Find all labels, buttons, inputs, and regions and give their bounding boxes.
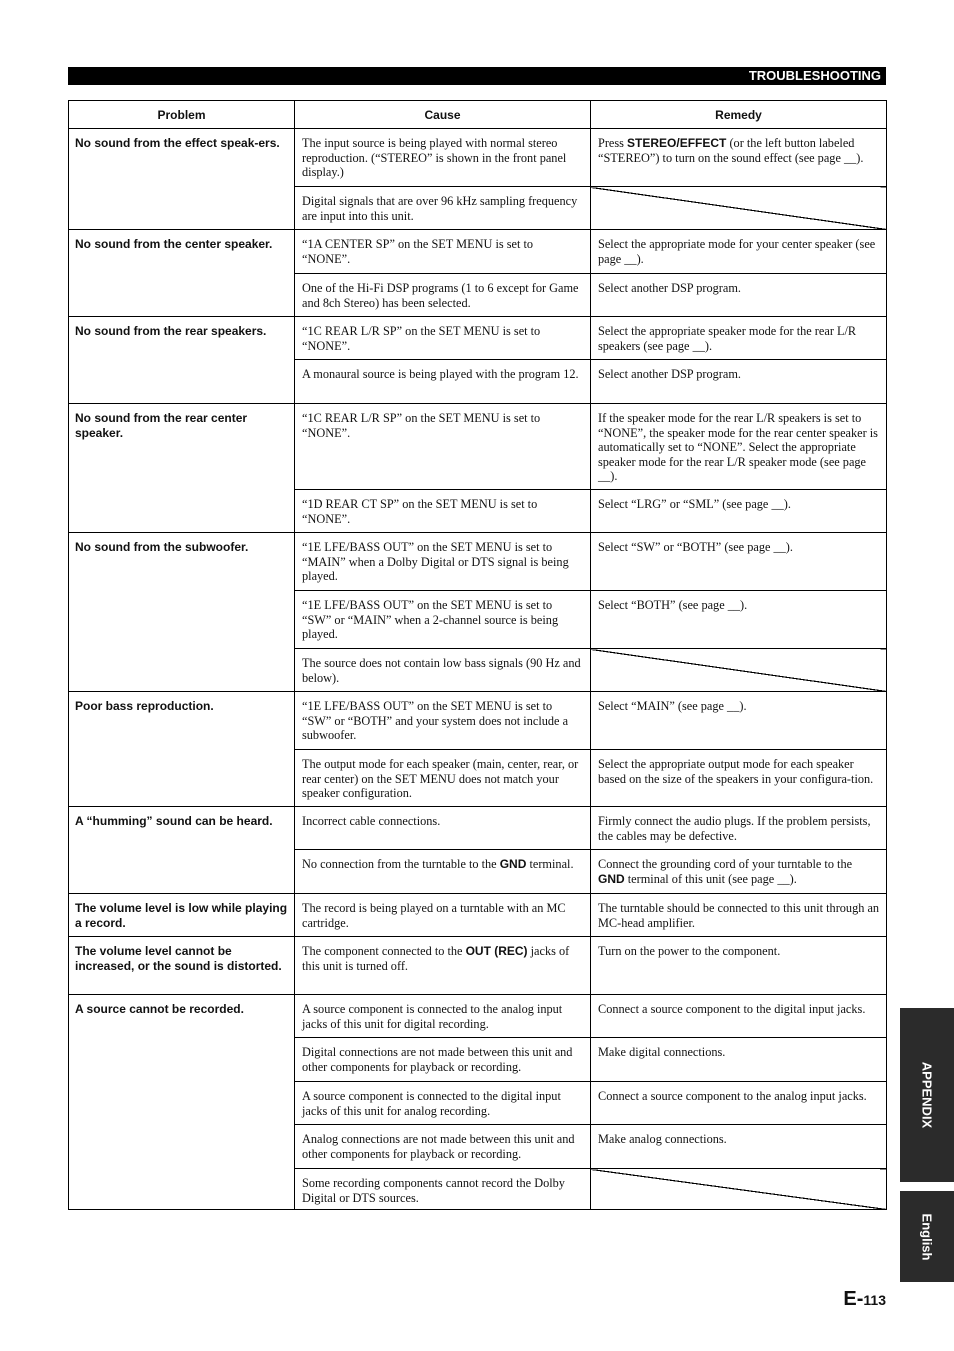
cause-cell — [295, 937, 591, 995]
table-row — [69, 995, 887, 1038]
column-header-remedy: Remedy — [591, 101, 887, 129]
remedy-cell: Select “BOTH” (see page __). — [591, 591, 887, 649]
cause-cell: “1E LFE/BASS OUT” on the SET MENU is set to “MAIN” when a Dolby Digital or DTS signal is being played. — [295, 533, 591, 591]
table-header-row — [69, 101, 887, 129]
cause-cell: The record is being played on a turntable with an MC cartridge. — [295, 894, 591, 937]
problem-cell: No sound from the subwoofer. — [69, 533, 295, 692]
remedy-cell: Select another DSP program. — [591, 274, 887, 317]
side-tab-english-label: English — [919, 1213, 935, 1260]
gnd-key: GND — [598, 871, 625, 886]
remedy-cell: Select “MAIN” (see page __). — [591, 692, 887, 750]
cause-text: No connection from the turntable to the — [302, 857, 500, 871]
side-tab-appendix — [900, 1008, 954, 1182]
cause-cell: “1C REAR L/R SP” on the SET MENU is set to “NONE”. — [295, 317, 591, 360]
gnd-key: GND — [499, 857, 527, 871]
remedy-text: Connect the grounding cord of your turntable to the — [598, 857, 853, 871]
cause-cell: Incorrect cable connections. — [295, 807, 591, 850]
problem-cell: No sound from the effect speak-ers. — [69, 129, 295, 230]
cause-text: terminal. — [526, 857, 574, 871]
remedy-cell: Select the appropriate output mode for each speaker based on the size of the speakers in your configura-tion. — [591, 750, 887, 807]
table-row — [69, 937, 887, 995]
cause-cell: A source component is connected to the analog input jacks of this unit for digital recording. — [295, 995, 591, 1038]
cause-cell: A source component is connected to the digital input jacks of this unit for analog recording. — [295, 1082, 591, 1125]
problem-cell: A source cannot be recorded. — [69, 995, 295, 1210]
remedy-cell: Make digital connections. — [591, 1038, 887, 1082]
cause-cell: Analog connections are not made between this unit and other components for playback or recording. — [295, 1125, 591, 1169]
remedy-cell: Select “SW” or “BOTH” (see page __). — [591, 533, 887, 591]
remedy-cell: Connect a source component to the analog input jacks. — [591, 1082, 887, 1125]
cause-cell: “1A CENTER SP” on the SET MENU is set to “NONE”. — [295, 230, 591, 274]
empty-remedy-cell — [591, 649, 887, 692]
remedy-cell: Make analog connections. — [591, 1125, 887, 1169]
problem-cell: The volume level is low while playing a record. — [69, 894, 295, 937]
remedy-cell: Firmly connect the audio plugs. If the problem persists, the cables may be defective. — [591, 807, 887, 850]
cause-cell: One of the Hi-Fi DSP programs (1 to 6 except for Game and 8ch Stereo) has been selected. — [295, 274, 591, 317]
problem-cell: The volume level cannot be increased, or the sound is distorted. — [69, 937, 295, 995]
problem-cell: No sound from the rear center speaker. — [69, 404, 295, 533]
table-row — [69, 317, 887, 360]
remedy-cell: If the speaker mode for the rear L/R speakers is set to “NONE”, the speaker mode for the rear center speaker is automatically set to “NONE”. Select the appropriate speaker mode for the rear L/R speaker mode (see page __). — [591, 404, 887, 490]
remedy-cell — [591, 850, 887, 894]
page-number — [843, 1288, 886, 1311]
remedy-cell: The turntable should be connected to this unit through an MC-head amplifier. — [591, 894, 887, 937]
problem-cell: A “humming” sound can be heard. — [69, 807, 295, 894]
remedy-cell: Turn on the power to the component. — [591, 937, 887, 995]
cause-cell: Some recording components cannot record the Dolby Digital or DTS sources. — [295, 1169, 591, 1210]
out-rec-key: OUT (REC) — [465, 944, 528, 958]
side-tab-english — [900, 1191, 954, 1282]
page-number-prefix: E- — [843, 1288, 864, 1310]
table-row — [69, 230, 887, 274]
table-row — [69, 692, 887, 750]
table-row — [69, 129, 887, 187]
remedy-cell: Select “LRG” or “SML” (see page __). — [591, 490, 887, 533]
cause-cell: “1E LFE/BASS OUT” on the SET MENU is set to “SW” or “BOTH” and your system does not include a subwoofer. — [295, 692, 591, 750]
page-number-value: 113 — [863, 1292, 886, 1308]
table-row — [69, 533, 887, 591]
table-row — [69, 807, 887, 850]
cause-cell: “1E LFE/BASS OUT” on the SET MENU is set to “SW” or “MAIN” when a 2-channel source is being played. — [295, 591, 591, 649]
cause-cell: “1D REAR CT SP” on the SET MENU is set to “NONE”. — [295, 490, 591, 533]
remedy-text: terminal of this unit (see page __). — [624, 871, 797, 886]
empty-remedy-cell — [591, 187, 887, 230]
cause-cell: A monaural source is being played with the program 12. — [295, 360, 591, 404]
stereo-effect-key: STEREO/EFFECT — [627, 136, 727, 150]
cause-text: The component connected to the — [302, 944, 466, 958]
cause-cell: The input source is being played with normal stereo reproduction. (“STEREO” is shown in the front panel display.) — [295, 129, 591, 187]
empty-remedy-cell — [591, 1169, 887, 1210]
column-header-problem: Problem — [69, 101, 295, 129]
cause-cell: The source does not contain low bass signals (90 Hz and below). — [295, 649, 591, 692]
side-tab-appendix-label: APPENDIX — [919, 1061, 935, 1129]
cause-cell: “1C REAR L/R SP” on the SET MENU is set to “NONE”. — [295, 404, 591, 490]
cause-cell: The output mode for each speaker (main, center, rear, or rear center) on the SET MENU does not match your speaker configuration. — [295, 750, 591, 807]
column-header-cause: Cause — [295, 101, 591, 129]
remedy-cell: Select another DSP program. — [591, 360, 887, 404]
cause-text: jacks of this unit is turned off. — [302, 944, 570, 973]
table-row — [69, 404, 887, 490]
cause-cell — [295, 850, 591, 894]
section-header-bar — [68, 67, 886, 85]
remedy-cell: Select the appropriate speaker mode for the rear L/R speakers (see page __). — [591, 317, 887, 360]
remedy-text: (or the left button labeled “STEREO”) to turn on the sound effect (see page __). — [598, 136, 864, 165]
remedy-cell: Select the appropriate mode for your center speaker (see page __). — [591, 230, 887, 274]
cause-cell: Digital connections are not made between this unit and other components for playback or recording. — [295, 1038, 591, 1082]
remedy-cell — [591, 129, 887, 187]
problem-cell: No sound from the rear speakers. — [69, 317, 295, 404]
section-title: TROUBLESHOOTING — [748, 68, 881, 83]
table-row — [69, 894, 887, 937]
remedy-cell: Connect a source component to the digital input jacks. — [591, 995, 887, 1038]
remedy-text: Press — [598, 136, 628, 150]
troubleshooting-table — [68, 100, 887, 1210]
problem-cell: No sound from the center speaker. — [69, 230, 295, 317]
cause-cell: Digital signals that are over 96 kHz sampling frequency are input into this unit. — [295, 187, 591, 230]
problem-cell: Poor bass reproduction. — [69, 692, 295, 807]
